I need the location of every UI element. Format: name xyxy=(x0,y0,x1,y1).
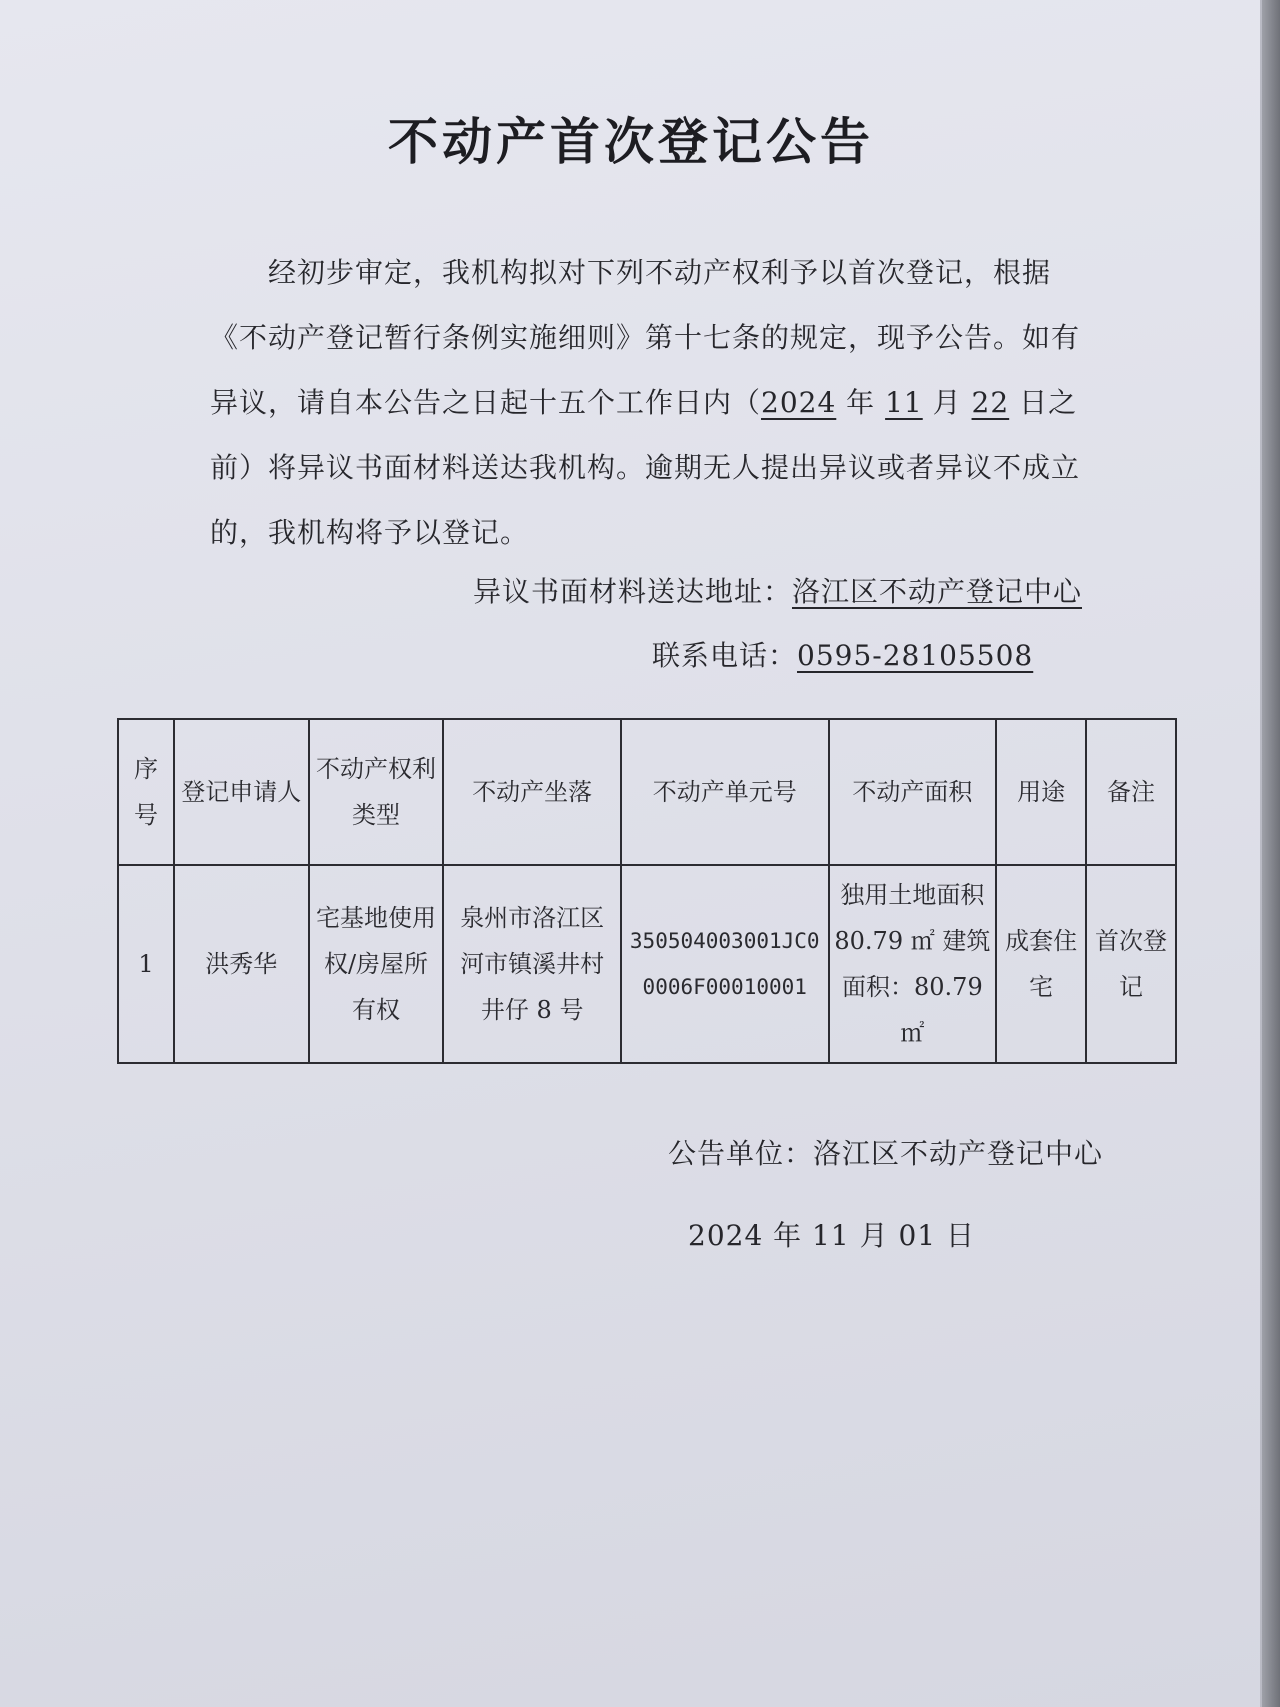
issuer-label: 公告单位： xyxy=(668,1137,814,1170)
header-area: 不动产面积 xyxy=(829,719,997,865)
address-label: 异议书面材料送达地址： xyxy=(472,575,792,608)
paragraph-part-2: 日之前）将异议书面材料送达我机构。逾期无人提出异议或者异议不成立的，我机构将予以登记。 xyxy=(210,386,1081,549)
issuer-line xyxy=(668,1132,1103,1172)
header-remark: 备注 xyxy=(1086,719,1176,865)
issuer-value: 洛江区不动产登记中心 xyxy=(813,1137,1104,1170)
deadline-year: 2024 xyxy=(761,386,837,419)
paragraph-part-1: 经初步审定，我机构拟对下列不动产权利予以首次登记，根据《不动产登记暂行条例实施细则》第十七条的规定，现予公告。如有异议，请自本公告之日起十五个工作日内（ xyxy=(210,256,1081,419)
table-header-row xyxy=(118,719,1176,865)
background-edge xyxy=(1262,0,1280,1707)
deadline-month: 11 xyxy=(885,386,923,419)
month-suffix: 月 xyxy=(922,386,972,419)
header-right-type: 不动产权利类型 xyxy=(309,719,444,865)
header-unit-no: 不动产单元号 xyxy=(621,719,829,865)
header-index: 序号 xyxy=(118,719,174,865)
address-value: 洛江区不动产登记中心 xyxy=(791,575,1082,608)
cell-location: 泉州市洛江区河市镇溪井村井仔 8 号 xyxy=(443,865,621,1063)
year-suffix: 年 xyxy=(836,386,886,419)
phone-label: 联系电话： xyxy=(652,639,798,672)
address-line xyxy=(473,570,1082,610)
cell-unit-no: 350504003001JC00006F00010001 xyxy=(621,865,829,1063)
table-row xyxy=(118,865,1176,1063)
cell-index: 1 xyxy=(118,865,174,1063)
cell-usage: 成套住宅 xyxy=(996,865,1086,1063)
deadline-day: 22 xyxy=(971,386,1010,419)
notice-paragraph xyxy=(210,240,1088,565)
cell-area: 独用土地面积 80.79 ㎡ 建筑面积：80.79 ㎡ xyxy=(829,865,997,1063)
phone-value: 0595-28105508 xyxy=(797,639,1034,672)
cell-applicant: 洪秀华 xyxy=(174,865,309,1063)
notice-date: 2024 年 11 月 01 日 xyxy=(688,1219,976,1252)
phone-line xyxy=(652,634,1033,674)
cell-right-type: 宅基地使用权/房屋所有权 xyxy=(309,865,444,1063)
header-usage: 用途 xyxy=(996,719,1086,865)
notice-title: 不动产首次登记公告 xyxy=(388,113,874,171)
registration-table xyxy=(117,718,1177,1064)
cell-remark: 首次登记 xyxy=(1086,865,1176,1063)
header-location: 不动产坐落 xyxy=(443,719,621,865)
header-applicant: 登记申请人 xyxy=(174,719,309,865)
